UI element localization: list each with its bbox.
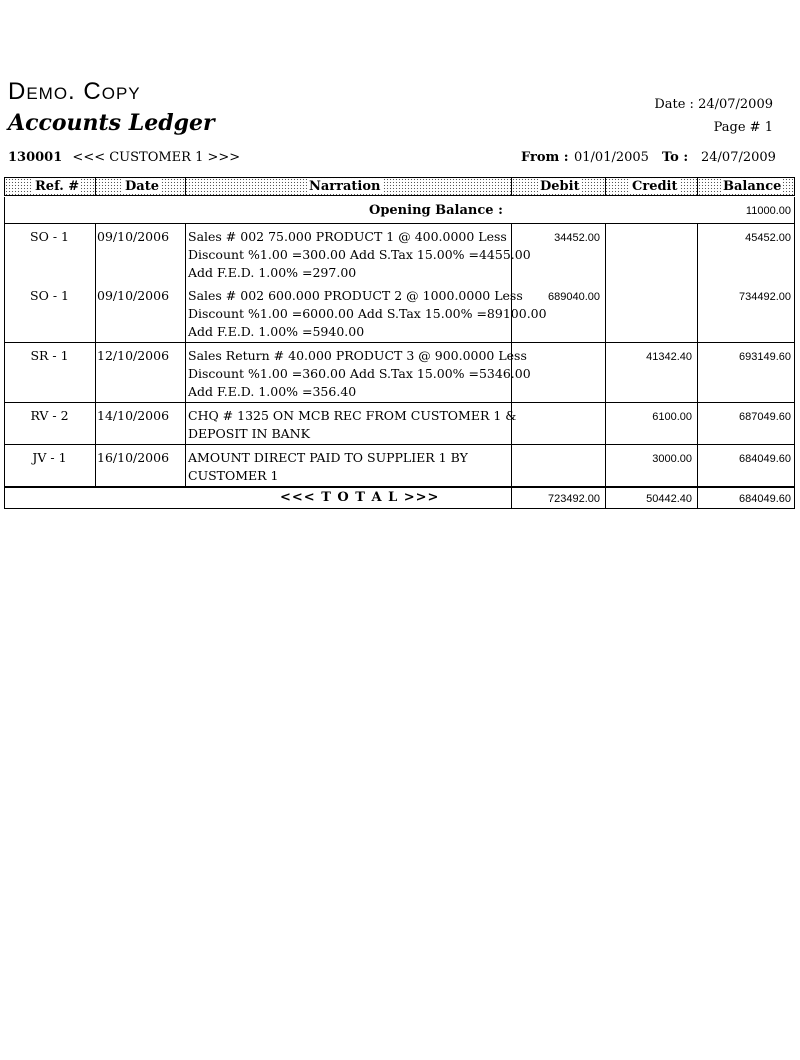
- page-value: 1: [764, 120, 773, 135]
- date-label: Date :: [654, 97, 694, 112]
- row-narration-line: Discount %1.00 =300.00 Add S.Tax 15.00% =4455.00: [188, 247, 531, 262]
- row-narration-line: Discount %1.00 =360.00 Add S.Tax 15.00% =5346.00: [188, 366, 531, 381]
- row-narration-line: DEPOSIT IN BANK: [188, 426, 310, 441]
- col-debit: Debit: [540, 179, 580, 194]
- row-balance: 684049.60: [739, 453, 791, 465]
- col-balance: Balance: [723, 179, 782, 194]
- row-ref: SO - 1: [30, 288, 69, 303]
- row-narration-line: Sales Return # 40.000 PRODUCT 3 @ 900.0000 Less: [188, 348, 527, 363]
- col-ref: Ref. #: [35, 179, 80, 194]
- row-balance: 734492.00: [739, 291, 791, 303]
- row-balance: 693149.60: [739, 351, 791, 363]
- col-narration: Narration: [309, 179, 381, 194]
- table-header: [4, 177, 795, 196]
- report-date: [654, 97, 773, 112]
- col-date: Date: [125, 179, 159, 194]
- to-label: To :: [662, 150, 689, 165]
- row-ref: JV - 1: [32, 450, 67, 465]
- row-debit: 689040.00: [548, 291, 600, 303]
- row-balance: 45452.00: [745, 232, 791, 244]
- row-ref: SR - 1: [30, 348, 69, 363]
- row-balance: 687049.60: [739, 411, 791, 423]
- row-credit: 41342.40: [646, 351, 692, 363]
- account-info: [8, 150, 240, 165]
- row-date: 09/10/2006: [97, 229, 170, 244]
- row-narration-line: Add F.E.D. 1.00% =297.00: [188, 265, 357, 280]
- col-credit: Credit: [632, 179, 678, 194]
- ledger-table: [4, 197, 795, 509]
- from-date: 01/01/2005: [574, 150, 649, 165]
- report-title: Accounts Ledger: [8, 110, 215, 136]
- row-date: 14/10/2006: [97, 408, 170, 423]
- row-date: 16/10/2006: [97, 450, 170, 465]
- row-credit: 3000.00: [652, 453, 692, 465]
- account-name: <<< CUSTOMER 1 >>>: [72, 150, 241, 165]
- row-narration-line: Discount %1.00 =6000.00 Add S.Tax 15.00% =89100.00: [188, 306, 547, 321]
- from-label: From :: [521, 150, 569, 165]
- page-label: Page #: [713, 120, 761, 135]
- page-number: [714, 120, 773, 135]
- opening-balance-label: Opening Balance :: [369, 203, 503, 218]
- date-range: [521, 150, 776, 165]
- row-debit: 34452.00: [554, 232, 600, 244]
- account-code: 130001: [8, 150, 63, 165]
- date-value: 24/07/2009: [698, 97, 773, 112]
- row-narration-line: Add F.E.D. 1.00% =5940.00: [188, 324, 365, 339]
- row-narration-line: Sales # 002 75.000 PRODUCT 1 @ 400.0000 Less: [188, 229, 507, 244]
- row-narration-line: AMOUNT DIRECT PAID TO SUPPLIER 1 BY: [188, 450, 468, 465]
- row-date: 09/10/2006: [97, 288, 170, 303]
- watermark-text: Demo. Copy: [8, 78, 141, 105]
- row-ref: SO - 1: [30, 229, 69, 244]
- row-narration-line: CHQ # 1325 ON MCB REC FROM CUSTOMER 1 &: [188, 408, 517, 423]
- total-credit: 50442.40: [646, 493, 692, 505]
- total-label: <<< T O T A L >>>: [280, 490, 440, 505]
- row-narration-line: Add F.E.D. 1.00% =356.40: [188, 384, 357, 399]
- row-narration-line: CUSTOMER 1: [188, 468, 279, 483]
- to-date: 24/07/2009: [701, 150, 776, 165]
- row-date: 12/10/2006: [97, 348, 170, 363]
- total-balance: 684049.60: [739, 493, 791, 505]
- row-credit: 6100.00: [652, 411, 692, 423]
- opening-balance-value: 11000.00: [745, 205, 791, 217]
- row-ref: RV - 2: [30, 408, 69, 423]
- row-narration-line: Sales # 002 600.000 PRODUCT 2 @ 1000.0000 Less: [188, 288, 523, 303]
- total-debit: 723492.00: [548, 493, 600, 505]
